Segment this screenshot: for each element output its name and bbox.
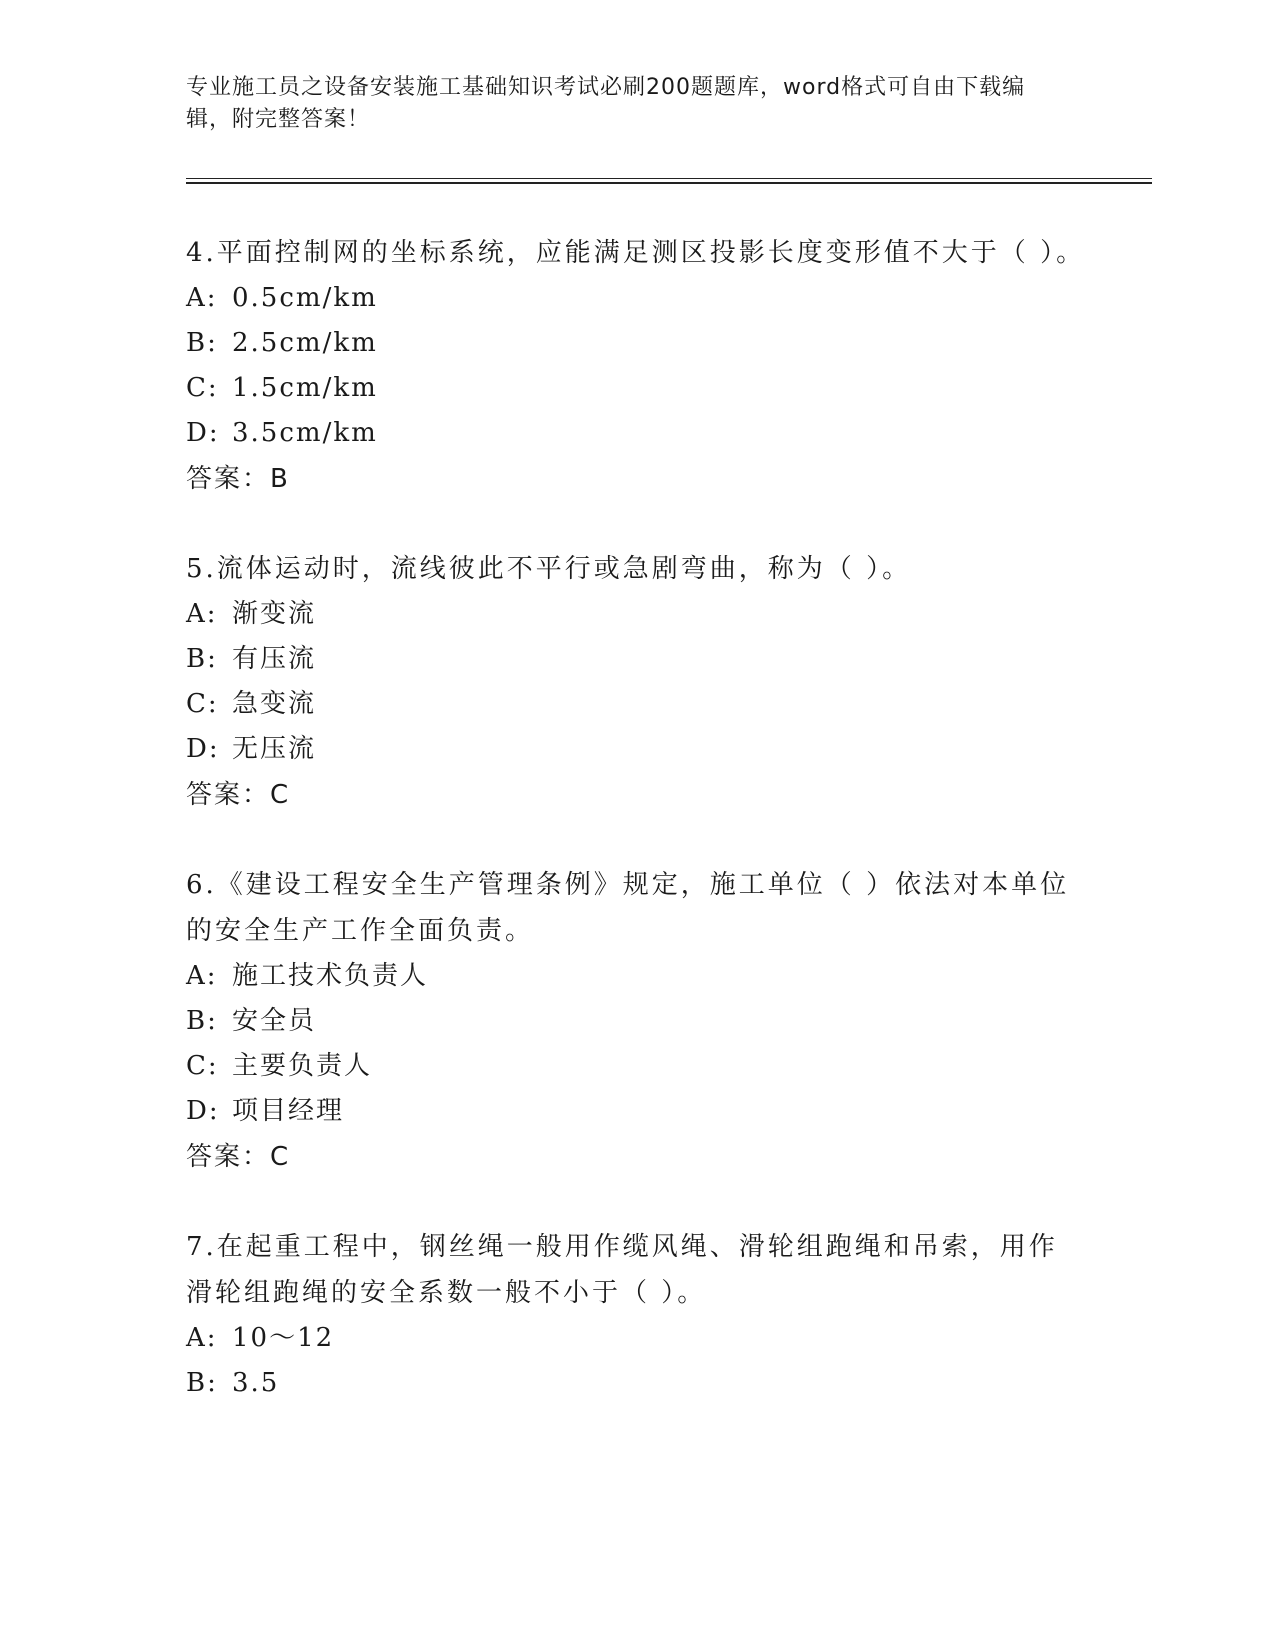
question-text: 5.流体运动时，流线彼此不平行或急剧弯曲，称为（ ）。 [186,554,912,584]
option-c [186,682,1086,727]
answer-line: 答案：B [186,464,290,494]
question-6 [186,862,1086,1180]
option-value: 0.5cm/km [232,283,378,313]
option-value: 2.5cm/km [232,328,378,358]
option-value: 3.5 [232,1368,280,1398]
option-key: D: [186,734,220,764]
option-key: D: [186,1096,220,1126]
option-b [186,321,1086,366]
option-c [186,366,1086,411]
question-text: 4.平面控制网的坐标系统，应能满足测区投影长度变形值不大于（ ）。 [186,238,1086,268]
option-value: 3.5cm/km [232,418,378,448]
option-key: B: [186,1006,218,1036]
header-divider [186,178,1152,184]
question-text: 7.在起重工程中，钢丝绳一般用作缆风绳、滑轮组跑绳和吊索，用作滑轮组跑绳的安全系数一般不小于（ ）。 [186,1232,1058,1308]
option-d [186,727,1086,772]
option-value: 安全员 [232,1006,317,1036]
option-a [186,276,1086,321]
option-key: B: [186,644,218,674]
option-key: B: [186,328,218,358]
option-value: 施工技术负责人 [232,961,429,991]
option-value: 急变流 [232,689,317,719]
option-key: D: [186,418,220,448]
option-a [186,954,1086,999]
option-a [186,592,1086,637]
option-d [186,411,1086,456]
option-value: 主要负责人 [232,1051,373,1081]
option-value: 渐变流 [232,599,317,629]
question-4 [186,230,1086,502]
question-7 [186,1224,1086,1406]
answer-line: 答案：C [186,1142,291,1172]
option-value: 无压流 [232,734,317,764]
question-text: 6.《建设工程安全生产管理条例》规定，施工单位（ ）依法对本单位的安全生产工作全面负责。 [186,870,1070,946]
answer-line: 答案：C [186,780,291,810]
option-key: A: [186,961,218,991]
option-value: 有压流 [232,644,317,674]
option-key: C: [186,689,219,719]
option-c [186,1044,1086,1089]
option-key: A: [186,1323,218,1353]
question-list [186,230,1086,1450]
option-value: 项目经理 [232,1096,345,1126]
option-d [186,1089,1086,1134]
option-key: A: [186,283,218,313]
question-5 [186,546,1086,818]
option-key: B: [186,1368,218,1398]
option-value: 10～12 [232,1323,335,1353]
option-b [186,999,1086,1044]
option-key: C: [186,1051,219,1081]
option-b [186,637,1086,682]
option-key: A: [186,599,218,629]
document-title: 专业施工员之设备安装施工基础知识考试必刷200题题库，word格式可自由下载编辑，附完整答案！ [186,75,1026,132]
option-key: C: [186,373,219,403]
option-value: 1.5cm/km [232,373,378,403]
option-b [186,1361,1086,1406]
option-a [186,1316,1086,1361]
document-header [186,72,1066,136]
